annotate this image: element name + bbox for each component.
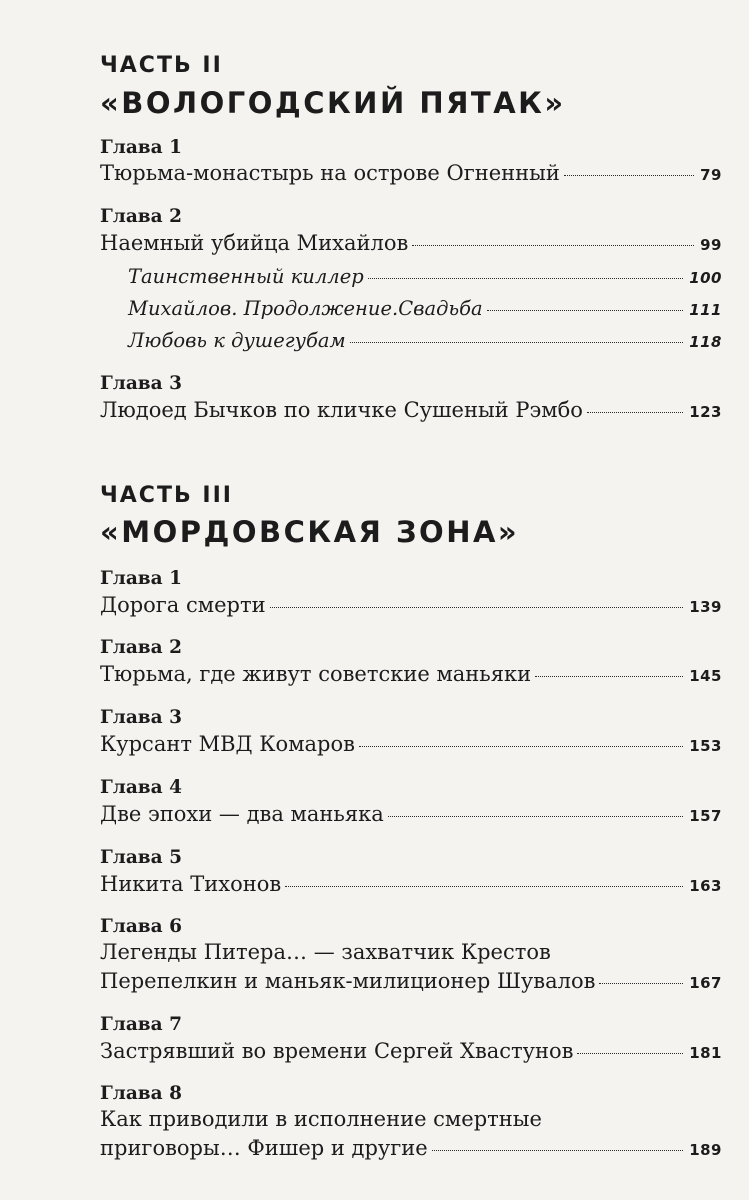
page-number: 100 (689, 269, 722, 287)
chapter-label: Глава 1 (100, 137, 182, 158)
toc-entry[interactable] (100, 230, 722, 258)
toc-entry[interactable] (100, 731, 722, 759)
toc-entry[interactable] (100, 160, 722, 188)
entry-title: Две эпохи — два маньяка (100, 802, 384, 826)
chapter-label: Глава 6 (100, 916, 182, 937)
entry-title: приговоры… Фишер и другие (100, 1136, 428, 1160)
page-number: 111 (689, 301, 722, 319)
part-2-title: «ВОЛОГОДСКИЙ ПЯТАК» (100, 86, 566, 120)
entry-title: Тюрьма, где живут советские маньяки (100, 662, 532, 686)
page-number: 145 (689, 667, 722, 685)
toc-subentry[interactable] (128, 296, 722, 323)
entry-title: Михайлов. Продолжение.Свадьба (128, 297, 483, 320)
entry-title: Таинственный киллер (128, 265, 364, 288)
dot-leader (388, 816, 683, 817)
dot-leader (359, 746, 683, 747)
toc-entry[interactable] (100, 397, 722, 425)
dot-leader (270, 607, 684, 608)
dot-leader (587, 412, 683, 413)
toc-entry[interactable] (100, 1135, 722, 1163)
dot-leader (487, 310, 684, 311)
dot-leader (564, 175, 694, 176)
toc-subentry[interactable] (128, 264, 722, 291)
toc-entry[interactable] (100, 1038, 722, 1066)
dot-leader (432, 1150, 683, 1151)
toc-entry[interactable] (100, 968, 722, 996)
chapter-label: Глава 3 (100, 373, 182, 394)
entry-title: Людоед Бычков по кличке Сушеный Рэмбо (100, 398, 583, 422)
entry-title: Наемный убийца Михайлов (100, 231, 409, 255)
entry-title: Тюрьма-монастырь на острове Огненный (100, 161, 560, 185)
toc-entry[interactable] (100, 801, 722, 829)
entry-title-line[interactable]: Как приводили в исполнение смертные (100, 1107, 542, 1131)
toc-entry[interactable] (100, 871, 722, 899)
part-3-title: «МОРДОВСКАЯ ЗОНА» (100, 515, 520, 549)
entry-title: Курсант МВД Комаров (100, 732, 355, 756)
chapter-label: Глава 5 (100, 847, 182, 868)
page-number: 99 (700, 236, 722, 254)
page-number: 123 (689, 403, 722, 421)
page-number: 153 (689, 737, 722, 755)
chapter-label: Глава 2 (100, 637, 182, 658)
dot-leader (577, 1053, 683, 1054)
page-number: 118 (689, 333, 722, 351)
toc-subentry[interactable] (128, 328, 722, 355)
chapter-label: Глава 3 (100, 707, 182, 728)
entry-title-line[interactable]: Легенды Питера… — захватчик Крестов (100, 940, 551, 964)
chapter-label: Глава 2 (100, 206, 182, 227)
dot-leader (599, 983, 683, 984)
dot-leader (535, 676, 683, 677)
part-3-label: ЧАСТЬ III (100, 483, 233, 508)
chapter-label: Глава 4 (100, 777, 182, 798)
dot-leader (350, 342, 684, 343)
part-2-label: ЧАСТЬ II (100, 53, 223, 78)
page-number: 167 (689, 974, 722, 992)
chapter-label: Глава 7 (100, 1014, 182, 1035)
entry-title: Застрявший во времени Сергей Хвастунов (100, 1039, 574, 1063)
dot-leader (368, 278, 683, 279)
chapter-label: Глава 8 (100, 1083, 182, 1104)
chapter-label: Глава 1 (100, 568, 182, 589)
page-number: 189 (689, 1141, 722, 1159)
entry-title: Дорога смерти (100, 593, 266, 617)
entry-title: Перепелкин и маньяк-милиционер Шувалов (100, 969, 596, 993)
page-number: 163 (689, 877, 722, 895)
entry-title: Любовь к душегубам (128, 329, 346, 352)
page-number: 79 (700, 166, 722, 184)
entry-title: Никита Тихонов (100, 872, 282, 896)
page-number: 157 (689, 807, 722, 825)
toc-entry[interactable] (100, 592, 722, 620)
page-number: 139 (689, 598, 722, 616)
toc-entry[interactable] (100, 661, 722, 689)
dot-leader (412, 245, 694, 246)
dot-leader (285, 886, 683, 887)
page-number: 181 (689, 1044, 722, 1062)
